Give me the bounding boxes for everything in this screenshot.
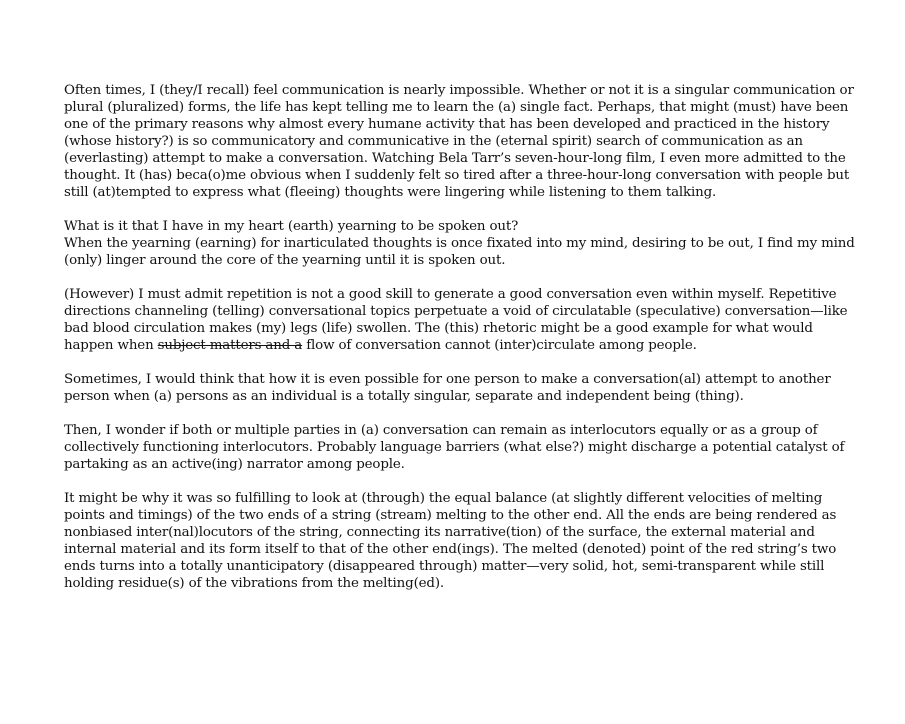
paragraph-6: It might be why it was so fulfilling to look at (through) the equal balance (at slightly different velocities of melting points and timings) of the two ends of a string (stream) melting to the other end. All the ends are being rendered as nonbiased inter(nal)locutors of the string, connecting its narrative(tion) of the surface, the external material and internal material and its form itself to that of the other end(ings). The melted (denoted) point of the red string’s two ends turns into a totally unanticipatory (disappeared through) matter—very solid, hot, semi-transparent while still holding residue(s) of the vibrations from the melting(ed).	[64, 491, 837, 591]
paragraph-2-line-1: What is it that I have in my heart (earth) yearning to be spoken out?	[64, 219, 519, 234]
paragraph-3-text-before: (However) I must admit repetition is not a good skill to generate a good conversation even within myself. Repetitive directions channeling (telling) conversational topics perpetuate a void of circulatable (speculative) conversation—like bad blood circulation makes (my) legs (life) swollen. The (this) rhetoric might be a good example for what would happen when	[64, 287, 848, 353]
document-body	[64, 82, 864, 609]
paragraph-3	[64, 286, 864, 354]
paragraph-1: Often times, I (they/I recall) feel communication is nearly impossible. Whether or not it is a singular communication or plural (pluralized) forms, the life has kept telling me to learn the (a) single fact. Perhaps, that might (must) have been one of the primary reasons why almost every humane activity that has been developed and practiced in the history (whose history?) is so communicatory and communicative in the (eternal spirit) search of communication as an (everlasting) attempt to make a conversation. Watching Bela Tarr’s seven-hour-long film, I even more admitted to the thought. It (has) beca(o)me obvious when I suddenly felt so tired after a three-hour-long conversation with people but still (at)tempted to express what (fleeing) thoughts were lingering while listening to them talking.	[64, 83, 854, 200]
paragraph-2	[64, 218, 864, 269]
paragraph-5: Then, I wonder if both or multiple parties in (a) conversation can remain as interlocutors equally or as a group of collectively functioning interlocutors. Probably language barriers (what else?) might discharge a potential catalyst of partaking as an active(ing) narrator among people.	[64, 423, 845, 472]
struck-through-text: subject matters and a	[157, 338, 303, 353]
paragraph-4: Sometimes, I would think that how it is even possible for one person to make a conversation(al) attempt to another person when (a) persons as an individual is a totally singular, separate and independent being (thing).	[64, 372, 831, 404]
paragraph-3-text-after: flow of conversation cannot (inter)circulate among people.	[302, 338, 697, 353]
paragraph-2-line-2: When the yearning (earning) for inarticulated thoughts is once fixated into my mind, desiring to be out, I find my mind (only) linger around the core of the yearning until it is spoken out.	[64, 236, 855, 268]
